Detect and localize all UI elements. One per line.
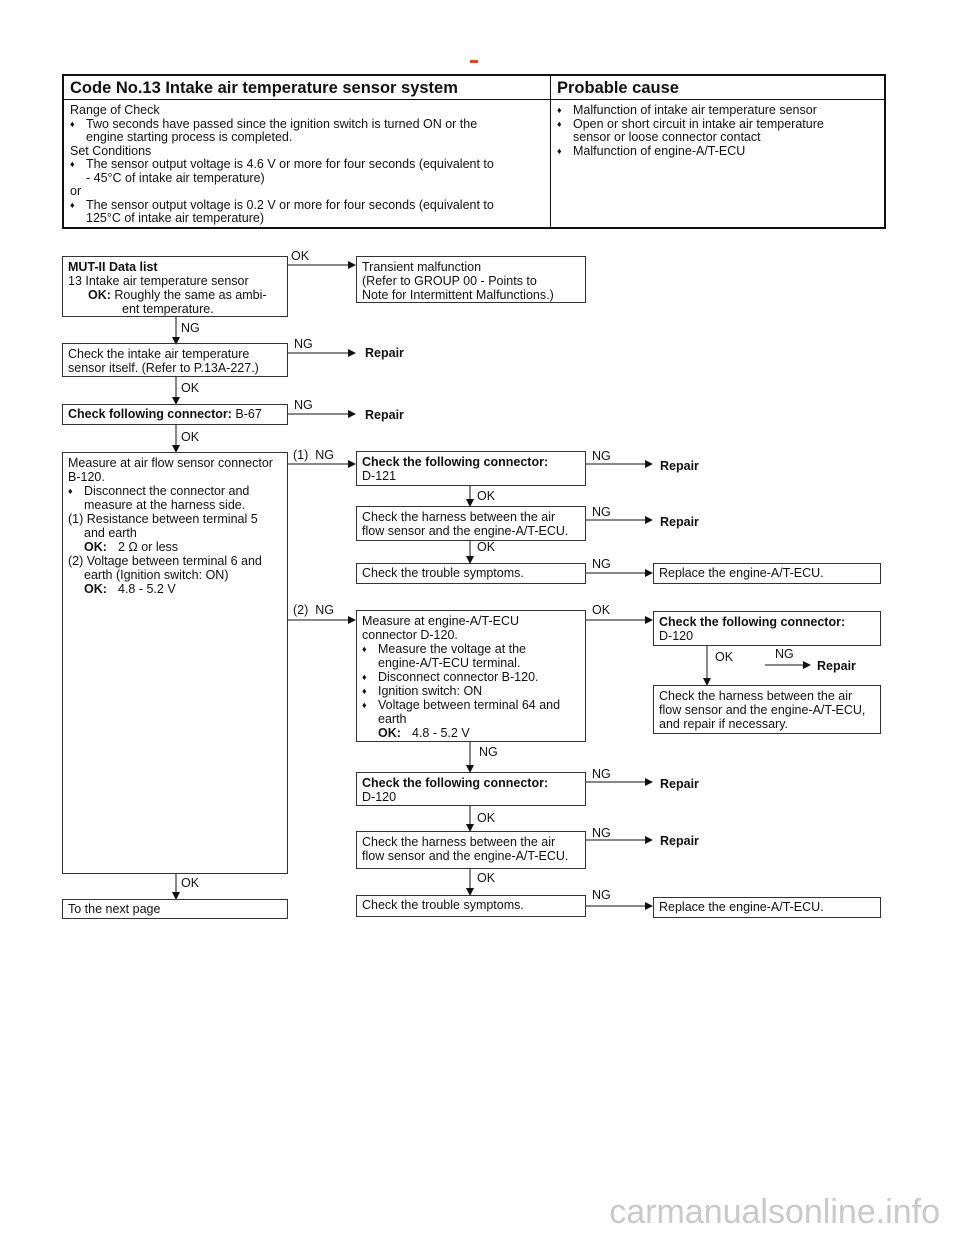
check-connector-b67-box [62,404,288,425]
bullet-item [68,484,282,498]
check-connector-d121-box [356,451,586,486]
transient-line-2: (Refer to GROUP 00 - Points to [362,274,537,288]
transient-line-1: Transient malfunction [362,260,482,274]
replace2-text: Replace the engine-A/T-ECU. [659,900,824,914]
bullet-text: Disconnect connector B-120. [378,670,539,684]
d120b-value: D-120 [362,790,397,804]
bullet-text: The sensor output voltage is 0.2 V or more for four seconds (equivalent to [86,197,494,212]
text-line: Range of Check [70,103,160,117]
repair-label: Repair [817,659,856,673]
table-header-right: Probable cause [551,76,884,100]
harness-repair-line-1: Check the harness between the air [659,689,853,703]
ok-label: OK: [84,582,107,596]
check-trouble-box-2 [356,895,586,917]
branch-ok: OK [181,430,200,444]
text-line: B-120. [68,470,105,484]
bullet-text: Voltage between terminal 64 and [378,698,561,712]
ok-value: 4.8 - 5.2 V [412,726,470,740]
replace1-text: Replace the engine-A/T-ECU. [659,566,824,580]
mut-data-list-box [62,256,288,317]
branch-ng: NG [294,398,313,412]
d121-value: D-121 [362,469,397,483]
trouble1-text: Check the trouble symptoms. [362,566,524,580]
d120a-label: Check the following connector: [659,615,846,629]
harness-repair-line-3: and repair if necessary. [659,717,788,731]
ok-value: 4.8 - 5.2 V [118,582,176,596]
bullet-item [362,670,580,684]
branch-ok: OK [477,489,496,503]
branch-ng: NG [479,745,498,759]
check-harness-repair-box [653,685,881,734]
check-sensor-box [62,343,288,377]
branch-ng: NG [592,888,611,902]
bullet-icon [362,684,378,698]
site-watermark: carmanualsonline.info [609,1193,940,1231]
repair-label: Repair [660,777,699,791]
text-line: Measure at engine-A/T-ECU [362,614,520,628]
mut-item: 13 Intake air temperature sensor [68,274,249,288]
bullet-text: Malfunction of intake air temperature sensor [573,103,817,117]
indented-text: engine starting process is completed. [86,130,293,144]
d120b-label: Check the following connector: [362,776,549,790]
harness-repair-line-2: flow sensor and the engine-A/T-ECU, [659,703,866,717]
bullet-text: Open or short circuit in intake air temperature [573,116,824,131]
check-trouble-box-1 [356,563,586,584]
ok-value: 2 Ω or less [118,540,179,554]
bullet-text: The sensor output voltage is 4.6 V or more for four seconds (equivalent to [86,157,494,171]
repair-label: Repair [365,346,404,360]
branch-ng-1: (1) NG [293,448,334,462]
branch-ng: NG [181,321,200,335]
harness1-line-2: flow sensor and the engine-A/T-ECU. [362,524,569,538]
harness1-line-1: Check the harness between the air [362,510,556,524]
bullet-icon [68,484,84,498]
trouble2-text: Check the trouble symptoms. [362,898,524,912]
measure-ecu-connector-box [356,610,586,742]
harness2-line-1: Check the harness between the air [362,835,556,849]
repair-label: Repair [660,459,699,473]
indented-text: - 45°C of intake air temperature) [86,170,265,185]
branch-ok: OK [291,249,310,263]
bullet-item [362,684,580,698]
branch-ok: OK [477,811,496,825]
transient-malfunction-box [356,256,586,303]
indented-text: earth (Ignition switch: ON) [84,568,229,582]
mut-title: MUT-II Data list [68,260,158,274]
replace-ecu-box-1 [653,563,881,584]
bullet-icon [362,670,378,684]
indented-text: measure at the harness side. [84,498,246,512]
bullet-icon [362,642,378,656]
bullet-icon [362,698,378,712]
branch-ng-2: (2) NG [293,603,334,617]
text-line: connector D-120. [362,628,458,642]
bullet-item [362,642,580,656]
ok-criteria [68,540,282,554]
text-line: or [70,184,82,198]
text-line: Set Conditions [70,143,152,158]
indented-text: earth [378,712,407,726]
b67-value: B-67 [231,407,262,421]
repair-label: Repair [365,408,404,422]
branch-ok: OK [592,603,611,617]
branch-ng: NG [592,449,611,463]
bullet-item [362,698,580,712]
replace-ecu-box-2 [653,897,881,918]
text-line: (2) Voltage between terminal 6 and [68,554,262,568]
mut-ok-label: OK: [88,288,111,302]
harness2-line-2: flow sensor and the engine-A/T-ECU. [362,849,569,863]
ok-criteria [362,726,580,740]
bullet-text: Two seconds have passed since the ignition switch is turned ON or the [86,116,478,131]
indented-text: and earth [84,526,137,540]
next-page-box [62,899,288,919]
d121-label: Check the following connector: [362,455,549,469]
measure-afs-connector-box [62,452,288,874]
check-connector-d120-box-a [653,611,881,646]
indented-text: engine-A/T-ECU terminal. [378,656,521,670]
mut-ok-text: Roughly the same as ambi- [114,288,267,302]
check-sensor-line-2: sensor itself. (Refer to P.13A-227.) [68,361,259,375]
b67-label: Check following connector: [68,407,232,421]
ok-label: OK: [84,540,107,554]
repair-label: Repair [660,834,699,848]
repair-label: Repair [660,515,699,529]
ok-criteria [68,582,282,596]
text-line: Measure at air flow sensor connector [68,456,273,470]
branch-ok: OK [715,650,734,664]
bullet-text: Disconnect the connector and [84,484,250,498]
branch-ok: OK [181,876,200,890]
branch-ok: OK [477,540,496,554]
branch-ng: NG [294,337,313,351]
branch-ng: NG [592,767,611,781]
branch-ng: NG [592,505,611,519]
indented-text: sensor or loose connector contact [573,130,761,144]
branch-ok: OK [477,871,496,885]
transient-line-3: Note for Intermittent Malfunctions.) [362,288,554,302]
table-header-left: Code No.13 Intake air temperature sensor system [64,76,550,100]
bullet-text: Malfunction of engine-A/T-ECU [573,143,746,158]
check-sensor-line-1: Check the intake air temperature [68,347,250,361]
branch-ng: NG [592,557,611,571]
check-harness-box-1 [356,506,586,541]
branch-ng: NG [775,647,794,661]
next-page-text: To the next page [68,902,161,916]
branch-ok: OK [181,381,200,395]
ok-label: OK: [378,726,401,740]
bullet-text: Ignition switch: ON [378,684,483,698]
text-line: (1) Resistance between terminal 5 [68,512,258,526]
branch-ng: NG [592,826,611,840]
mut-ok-text-2: ent temperature. [122,302,214,316]
bullet-text: Measure the voltage at the [378,642,527,656]
check-harness-box-2 [356,831,586,869]
d120a-value: D-120 [659,629,694,643]
check-connector-d120-box-b [356,772,586,806]
indented-text: 125°C of intake air temperature) [86,211,265,225]
